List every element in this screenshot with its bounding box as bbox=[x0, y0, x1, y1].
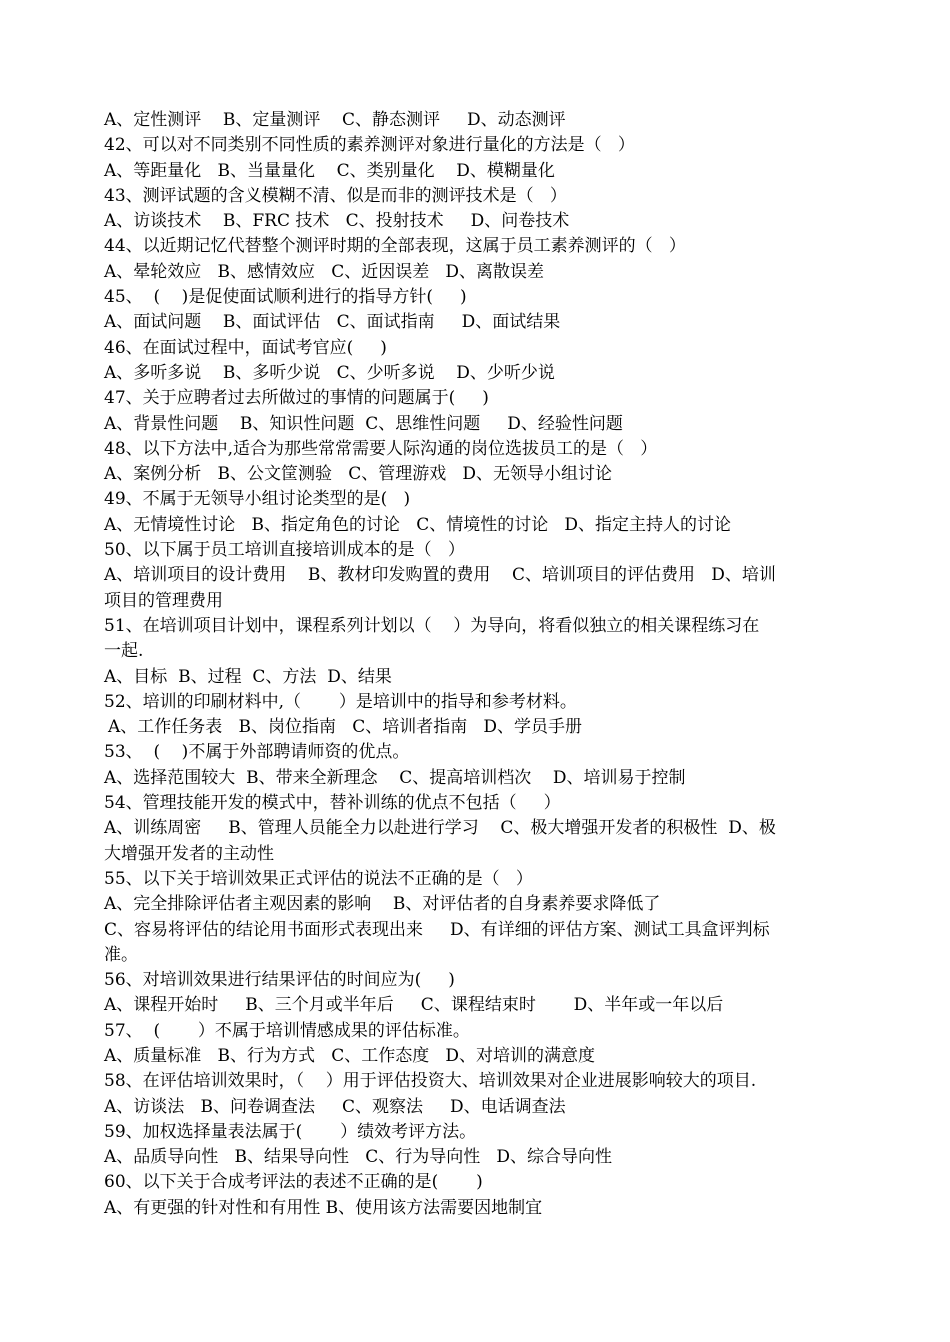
options-59: A、品质导向性 B、结果导向性 C、行为导向性 D、综合导向性 bbox=[104, 1147, 613, 1168]
options-55-cd: C、容易将评估的结论用书面形式表现出来 D、有详细的评估方案、测试工具盒评判标 bbox=[104, 919, 770, 940]
options-42: A、等距量化 B、当量量化 C、类别量化 D、模糊量化 bbox=[104, 160, 555, 181]
options-48: A、案例分析 B、公文筐测验 C、管理游戏 D、无领导小组讨论 bbox=[104, 464, 613, 485]
options-47: A、背景性问题 B、知识性问题 C、思维性问题 D、经验性问题 bbox=[104, 413, 623, 434]
question-45: 45、 ( )是促使面试顺利进行的指导方针( ) bbox=[104, 287, 467, 308]
options-50: A、培训项目的设计费用 B、教材印发购置的费用 C、培训项目的评估费用 D、培训 bbox=[104, 565, 776, 586]
question-53: 53、 ( )不属于外部聘请师资的优点。 bbox=[104, 742, 410, 763]
options-57: A、质量标准 B、行为方式 C、工作态度 D、对培训的满意度 bbox=[104, 1045, 596, 1066]
question-47: 47、关于应聘者过去所做过的事情的问题属于( ) bbox=[104, 388, 489, 409]
question-51-continued: 一起. bbox=[104, 641, 144, 662]
options-44: A、晕轮效应 B、感情效应 C、近因误差 D、离散误差 bbox=[104, 261, 545, 282]
question-60: 60、以下关于合成考评法的表述不正确的是( ) bbox=[104, 1172, 483, 1193]
question-44: 44、以近期记忆代替整个测评时期的全部表现，这属于员工素养测评的（ ） bbox=[104, 236, 686, 257]
options-55-ab: A、完全排除评估者主观因素的影响 B、对评估者的自身素养要求降低了 bbox=[104, 894, 661, 915]
options-45: A、面试问题 B、面试评估 C、面试指南 D、面试结果 bbox=[104, 312, 561, 333]
options-53: A、选择范围较大 B、带来全新理念 C、提高培训档次 D、培训易于控制 bbox=[104, 767, 686, 788]
question-57: 57、 ( ）不属于培训情感成果的评估标准。 bbox=[104, 1020, 470, 1041]
question-51: 51、在培训项目计划中，课程系列计划以（ ）为导向，将看似独立的相关课程练习在 bbox=[104, 615, 760, 636]
options-46: A、多听多说 B、多听少说 C、少听多说 D、少听少说 bbox=[104, 362, 555, 383]
options-60: A、有更强的针对性和有用性 B、使用该方法需要因地制宜 bbox=[104, 1197, 543, 1218]
options-49: A、无情境性讨论 B、指定角色的讨论 C、情境性的讨论 D、指定主持人的讨论 bbox=[104, 514, 732, 535]
options-54-continued: 大增强开发者的主动性 bbox=[104, 843, 274, 864]
question-48: 48、以下方法中,适合为那些常常需要人际沟通的岗位选拔员工的是（ ） bbox=[104, 438, 658, 459]
question-42: 42、可以对不同类别不同性质的素养测评对象进行量化的方法是（ ） bbox=[104, 135, 635, 156]
question-49: 49、不属于无领导小组讨论类型的是( ) bbox=[104, 489, 411, 510]
question-46: 46、在面试过程中，面试考官应( ) bbox=[104, 337, 387, 358]
options-54: A、训练周密 B、管理人员能全力以赴进行学习 C、极大增强开发者的积极性 D、极 bbox=[104, 818, 776, 839]
options-43: A、访谈技术 B、FRC 技术 C、投射技术 D、问卷技术 bbox=[104, 211, 570, 232]
question-54: 54、管理技能开发的模式中，替补训练的优点不包括（ ） bbox=[104, 793, 561, 814]
question-43: 43、测评试题的含义模糊不清、似是而非的测评技术是（ ） bbox=[104, 185, 567, 206]
options-58: A、访谈法 B、问卷调查法 C、观察法 D、电话调查法 bbox=[104, 1096, 566, 1117]
options-50-continued: 项目的管理费用 bbox=[104, 590, 223, 611]
question-58: 58、在评估培训效果时，（ ）用于评估投资大、培训效果对企业进展影响较大的项目. bbox=[104, 1071, 757, 1092]
options-51: A、目标 B、过程 C、方法 D、结果 bbox=[104, 666, 392, 687]
question-55: 55、以下关于培训效果正式评估的说法不正确的是（ ） bbox=[104, 868, 533, 889]
options-52: A、工作任务表 B、岗位指南 C、培训者指南 D、学员手册 bbox=[108, 717, 583, 738]
options-56: A、课程开始时 B、三个月或半年后 C、课程结束时 D、半年或一年以后 bbox=[104, 995, 724, 1016]
options-55-continued: 准。 bbox=[104, 944, 138, 965]
question-50: 50、以下属于员工培训直接培训成本的是（ ） bbox=[104, 540, 465, 561]
question-52: 52、培训的印刷材料中,（ ）是培训中的指导和参考材料。 bbox=[104, 691, 577, 712]
question-59: 59、加权选择量表法属于( ）绩效考评方法。 bbox=[104, 1121, 477, 1142]
question-56: 56、对培训效果进行结果评估的时间应为( ) bbox=[104, 970, 455, 991]
question-document bbox=[104, 108, 864, 1221]
options-41: A、定性测评 B、定量测评 C、静态测评 D、动态测评 bbox=[104, 110, 566, 130]
